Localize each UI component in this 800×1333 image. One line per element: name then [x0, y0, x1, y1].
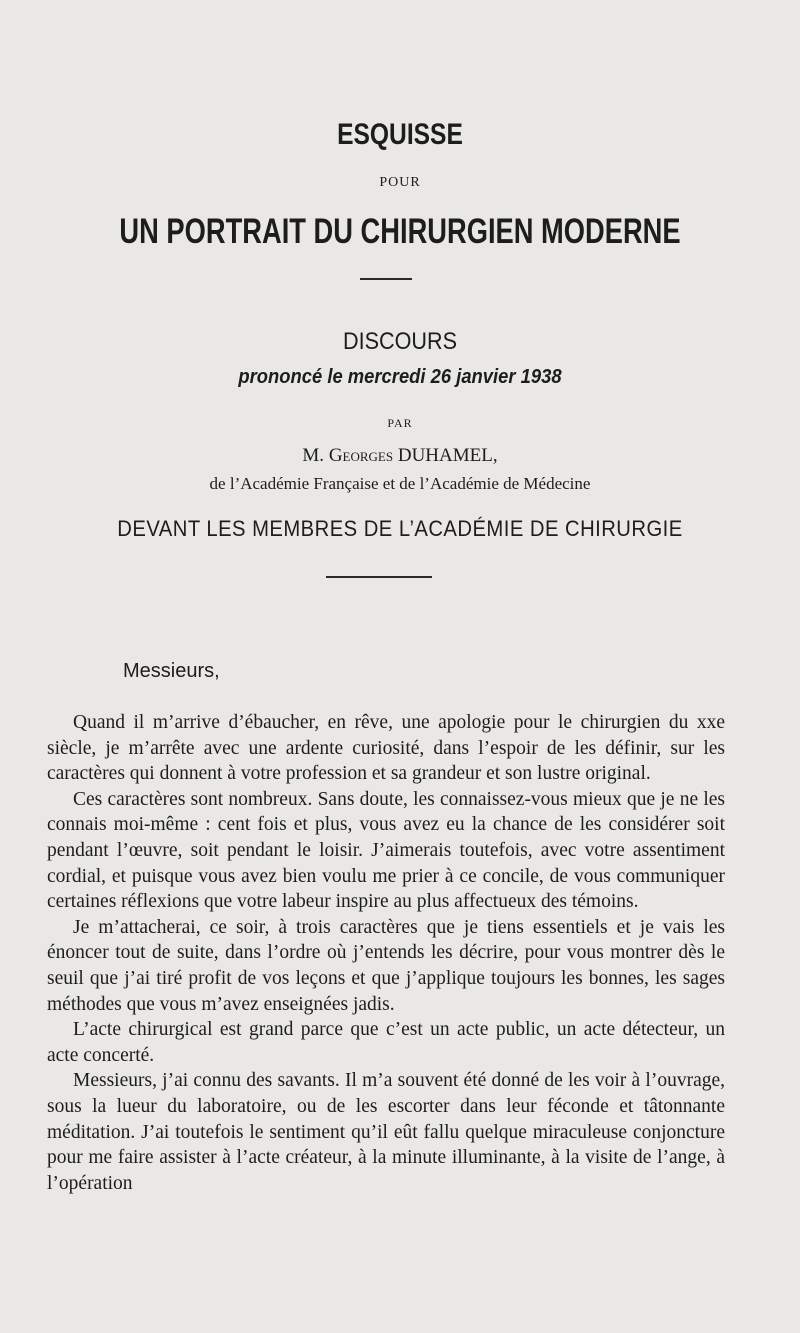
paragraph: Quand il m’arrive d’ébaucher, en rêve, une apologie pour le chirurgien du xxe siècle, je m’arrête avec une ardente curiosité, dans l’espoir de les définir, sur les caractères qui donnent à votre profession et sa grandeur et son lustre original. [47, 712, 725, 785]
paragraph: L’acte chirurgical est grand parce que c’est un acte public, un acte détecteur, un acte concerté. [47, 1019, 725, 1066]
author-affiliation: de l’Académie Française et de l’Académie de Médecine [209, 474, 591, 493]
title-esquisse: ESQUISSE [337, 118, 463, 151]
author-line [0, 445, 800, 467]
salutation: Messieurs, [123, 660, 220, 682]
paragraph: Messieurs, j’ai connu des savants. Il m’a souvent été donné de les voir à l’ouvrage, sous la lueur du laboratoire, ou de les escorter dans leur féconde et tâtonnante méditation. J’ai toutefois le sentiment qu’il eût fallu quelque miraculeuse conjoncture pour me faire assister à l’acte créateur, à la minute illuminante, à la visite de l’ange, à l’opération [47, 1070, 725, 1194]
divider-rule [360, 278, 412, 280]
paragraph: Ces caractères sont nombreux. Sans doute, les connaissez-vous mieux que je ne les connais moi-même : cent fois et plus, vous avez eu la chance de les considérer soit pendant l’œuvre, soit pendant le loisir. J’aimerais toutefois, avec votre assentiment cordial, et puisque vous avez bien voulu me prier à ce concile, de vous communiquer certaines réflexions que votre labeur inspire au plus affectueux des témoins. [47, 788, 725, 913]
par-label: PAR [387, 416, 413, 430]
audience-line: DEVANT LES MEMBRES DE L’ACADÉMIE DE CHIRURGIE [117, 516, 683, 541]
main-title: UN PORTRAIT DU CHIRURGIEN MODERNE [119, 212, 681, 251]
author-firstname: Georges [328, 445, 394, 466]
author-lastname: DUHAMEL, [393, 445, 498, 466]
author-prefix: M. [302, 445, 329, 466]
title-pour: POUR [379, 175, 421, 190]
date-line: prononcé le mercredi 26 janvier 1938 [238, 366, 562, 388]
paragraph: Je m’attacherai, ce soir, à trois caractères que je tiens essentiels et je vais les énoncer tout de suite, dans l’ordre où j’entends les décrire, pour vous montrer dès le seuil que j’ai tiré profit de vos leçons et que j’applique toujours les bonnes, les sages méthodes que vous m’avez enseignées jadis. [47, 916, 725, 1015]
divider-rule [326, 576, 432, 578]
discours-heading: DISCOURS [342, 328, 458, 355]
body-text [47, 710, 725, 1196]
